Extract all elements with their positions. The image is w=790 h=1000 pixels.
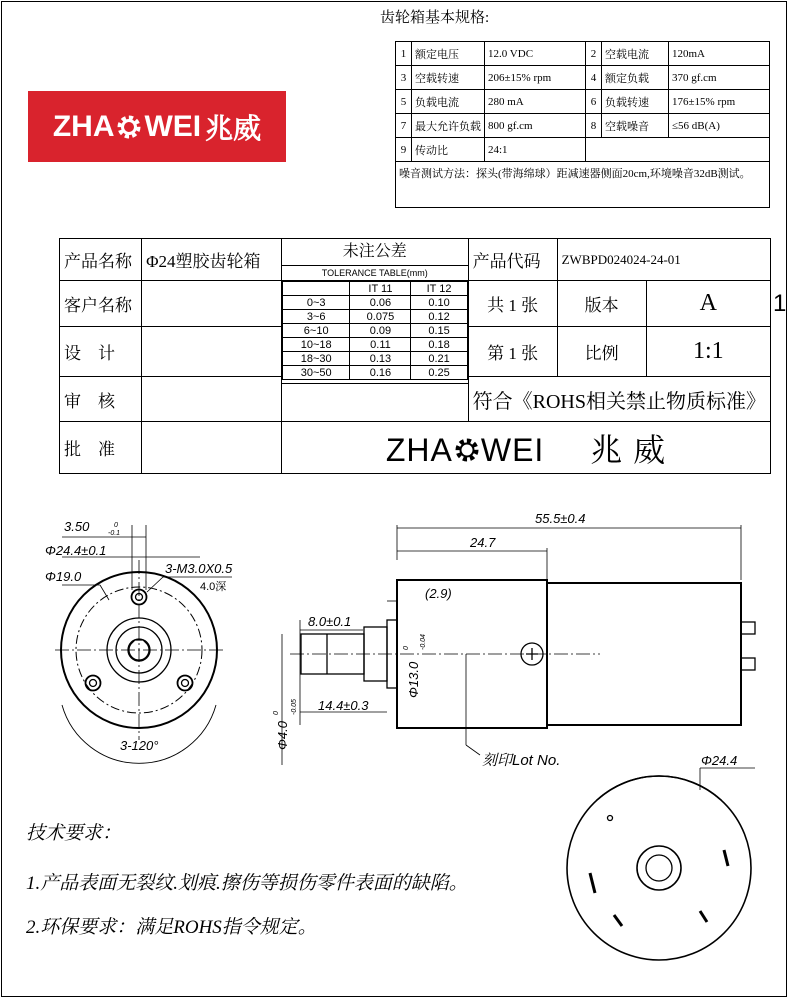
spec-cell-v1: 12.0 VDC (485, 42, 586, 66)
dim-3-50-tol0: 0 (114, 522, 118, 529)
dim-dia-13-tol-bot: -0.04 (420, 634, 427, 650)
svg-text:8.0±0.1 (308, 614, 351, 629)
it12-header: IT 12 (411, 282, 467, 296)
spec-row (396, 90, 770, 114)
svg-text:(2.9) (425, 586, 452, 601)
spec-row-note (396, 162, 770, 208)
tolerance-cell (281, 239, 468, 384)
svg-text:-0.1 (108, 530, 120, 537)
spec-cell-l1: 负载电流 (412, 90, 485, 114)
rohs-statement: 符合《ROHS相关禁止物质标准》 (468, 377, 770, 422)
spec-cell-l2: 空载电流 (602, 42, 669, 66)
tolerance-cell-b: 0.18 (411, 338, 467, 352)
tolerance-cell-r: 10~18 (282, 338, 349, 352)
spec-cell-v2: ≤56 dB(A) (669, 114, 770, 138)
svg-text:Φ24.4 (701, 753, 737, 768)
svg-text:0 (114, 522, 118, 529)
svg-text:14.4±0.3 (318, 698, 369, 713)
svg-text:Φ13.0 (406, 661, 421, 698)
svg-text:-0.05 (291, 699, 298, 715)
tolerance-cell-b: 0.12 (411, 310, 467, 324)
tolerance-cell-r: 0~3 (282, 296, 349, 310)
svg-text:刻印Lot No. (482, 752, 560, 769)
requirement-line-2: 2.环保要求：满足ROHS指令规定。 (26, 917, 317, 938)
spec-cell-empty (586, 138, 770, 162)
sheets-total: 共 1 张 (468, 281, 557, 327)
spec-cell-n2: 6 (586, 90, 602, 114)
dim-length-24-7: 24.7 (470, 535, 496, 550)
spec-cell-v2: 176±15% rpm (669, 90, 770, 114)
tolerance-cell-b: 0.25 (411, 366, 467, 380)
product-name: Φ24塑胶齿轮箱 (142, 239, 282, 281)
svg-text:0 (273, 711, 280, 715)
tolerance-cell-r: 30~50 (282, 366, 349, 380)
tolerance-cell-r: 18~30 (282, 352, 349, 366)
spec-row (396, 42, 770, 66)
product-code: ZWBPD024024-24-01 (557, 239, 770, 281)
dim-dia-13-tol-top: 0 (403, 646, 410, 650)
svg-text:55.5±0.4 (535, 511, 586, 526)
dim-dia-4: Φ4.0 (275, 721, 290, 750)
spec-cell-n1: 7 (396, 114, 412, 138)
spec-cell-n1: 1 (396, 42, 412, 66)
svg-text:3-120° (120, 738, 158, 753)
spec-row (396, 114, 770, 138)
spec-cell-v2: 120mA (669, 42, 770, 66)
tolerance-row (282, 352, 467, 366)
lot-note: 刻印Lot No. (482, 752, 561, 769)
spec-cell-v1: 206±15% rpm (485, 66, 586, 90)
tolerance-cell-r: 6~10 (282, 324, 349, 338)
customer-label: 客户名称 (60, 281, 142, 327)
gear-icon (453, 436, 481, 464)
dim-length-55-5: 55.5±0.4 (535, 511, 586, 526)
spec-table (395, 41, 770, 208)
svg-text:4.0深 (200, 580, 226, 593)
svg-text:Φ24.4±0.1 (45, 543, 106, 558)
tolerance-cell-r: 3~6 (282, 310, 349, 324)
svg-text:-0.04 (420, 634, 427, 650)
customer-value (142, 281, 282, 327)
spec-cell-l1: 空载转速 (412, 66, 485, 90)
tolerance-table-title: TOLERANCE TABLE(mm) (282, 266, 468, 281)
scale-value: 1:1 (646, 327, 770, 377)
svg-text:0 (403, 646, 410, 650)
tolerance-row (282, 296, 467, 310)
sheet-number: 第 1 张 (468, 327, 557, 377)
brand-text-right: WEI (480, 431, 545, 468)
brand-text-left: ZHA (385, 431, 453, 468)
tolerance-cell-a: 0.13 (350, 352, 411, 366)
dim-length-14-4: 14.4±0.3 (318, 698, 369, 713)
logo-text-cn: 兆威 (205, 112, 262, 144)
spec-cell-v1: 800 gf.cm (485, 114, 586, 138)
spec-row (396, 138, 770, 162)
tolerance-cell-a: 0.16 (350, 366, 411, 380)
spec-cell-l1: 最大允许负载 (412, 114, 485, 138)
rear-view-details (560, 750, 780, 990)
dim-dia-24-4-rear: Φ24.4 (701, 753, 738, 768)
tolerance-cell-b: 0.21 (411, 352, 467, 366)
review-label: 审 核 (60, 377, 142, 422)
dim-dia-4-tol-bot: -0.05 (291, 699, 298, 715)
spec-cell-9-v: 24:1 (485, 138, 586, 162)
version-value: A (646, 281, 770, 327)
gear-icon (115, 113, 143, 141)
zhaowei-logo (28, 91, 286, 162)
spec-title: 齿轮箱基本规格: (380, 10, 490, 26)
side-number: 1 (773, 290, 787, 317)
spec-cell-l2: 负载转速 (602, 90, 669, 114)
tolerance-row (282, 310, 467, 324)
requirement-line-1: 1.产品表面无裂纹.划痕.擦伤等损伤零件表面的缺陷。 (26, 873, 468, 894)
spec-cell-n1: 5 (396, 90, 412, 114)
brand-banner (281, 422, 770, 474)
brand-text-cn: 兆 威 (590, 431, 667, 468)
tolerance-cell-a: 0.11 (350, 338, 411, 352)
side-view (282, 525, 755, 765)
tolerance-row (282, 338, 467, 352)
tolerance-cell-a: 0.09 (350, 324, 411, 338)
title-block (59, 238, 771, 474)
product-name-label: 产品名称 (60, 239, 142, 281)
dim-angle: 3-120° (120, 738, 159, 753)
review-value (142, 377, 282, 422)
spec-row (396, 66, 770, 90)
logo-text-right: WEI (144, 109, 202, 143)
design-value (142, 327, 282, 377)
tolerance-title: 未注公差 (282, 239, 468, 266)
version-label: 版本 (557, 281, 646, 327)
requirements-title: 技术要求： (26, 823, 122, 844)
logo-text-left: ZHA (52, 109, 115, 143)
dim-length-2-9: (2.9) (425, 586, 452, 601)
product-code-label: 产品代码 (468, 239, 557, 281)
noise-note: 噪音测试方法：探头(带海绵球）距减速器侧面20cm,环境噪音32dB测试。 (396, 162, 770, 208)
dim-dia-19: Φ19.0 (45, 569, 82, 584)
dim-dia-24-4: Φ24.4±0.1 (45, 543, 107, 558)
svg-text:24.7 (469, 535, 496, 550)
dim-depth: 4.0深 (200, 581, 227, 593)
dim-dia-4-tol-top: 0 (273, 711, 280, 715)
dim-length-8-0: 8.0±0.1 (308, 614, 352, 629)
spec-cell-9-l: 传动比 (412, 138, 485, 162)
svg-text:3-M3.0X0.5 (165, 561, 233, 576)
it11-header: IT 11 (350, 282, 411, 296)
tolerance-cell-a: 0.06 (350, 296, 411, 310)
tolerance-cell-a: 0.075 (350, 310, 411, 324)
spec-cell-9-n: 9 (396, 138, 412, 162)
spec-cell-l2: 额定负载 (602, 66, 669, 90)
spec-cell-v2: 370 gf.cm (669, 66, 770, 90)
tolerance-cell-b: 0.15 (411, 324, 467, 338)
spec-cell-n2: 2 (586, 42, 602, 66)
spec-cell-l2: 空载噪音 (602, 114, 669, 138)
dim-dia-13: Φ13.0 (406, 661, 421, 698)
dim-3-50-tol: -0.1 (108, 530, 121, 537)
dim-3-50: 3.50 (64, 519, 90, 534)
spec-cell-n2: 8 (586, 114, 602, 138)
design-label: 设 计 (60, 327, 142, 377)
scale-label: 比例 (557, 327, 646, 377)
tolerance-table (282, 281, 468, 380)
tolerance-cell-b: 0.10 (411, 296, 467, 310)
approve-label: 批 准 (60, 422, 142, 474)
svg-text:Φ4.0 (275, 720, 290, 750)
approve-value (142, 422, 282, 474)
spec-cell-l1: 额定电压 (412, 42, 485, 66)
spec-cell-n2: 4 (586, 66, 602, 90)
dim-screw: 3-M3.0X0.5 (165, 561, 233, 576)
tolerance-row (282, 366, 467, 380)
spec-cell-n1: 3 (396, 66, 412, 90)
svg-text:3.50 (64, 519, 90, 534)
tolerance-row (282, 324, 467, 338)
svg-text:Φ19.0 (45, 569, 82, 584)
spec-cell-v1: 280 mA (485, 90, 586, 114)
